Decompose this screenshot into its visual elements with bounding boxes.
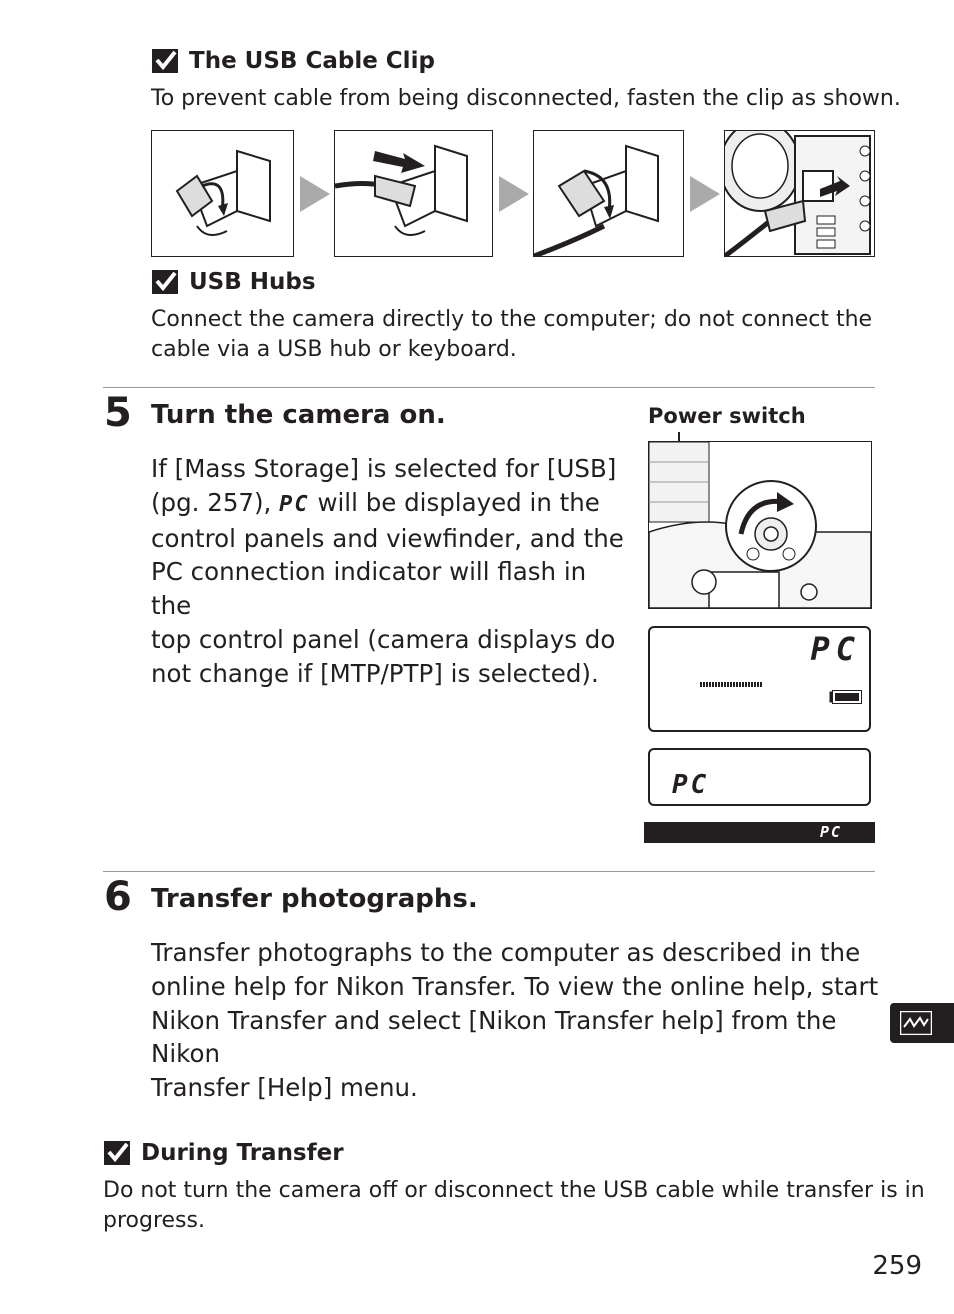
usb-hubs-title: USB Hubs — [189, 269, 316, 295]
pc-indicator-viewfinder: PC — [820, 823, 843, 841]
step-6-line: online help for Nikon Transfer. To view the online help, start — [151, 971, 879, 1001]
usb-hubs-text-line-1: Connect the camera directly to the computer; do not connect the — [151, 307, 873, 332]
step-5-line: (pg. 257), PC will be displayed in the — [151, 487, 600, 517]
step-5-number: 5 — [104, 390, 132, 436]
step-6-body — [151, 936, 881, 1105]
exposure-indicator — [700, 682, 762, 687]
during-transfer-title: During Transfer — [141, 1140, 344, 1166]
top-control-panel-display — [648, 626, 871, 732]
step-5-line: If [Mass Storage] is selected for [USB] — [151, 454, 617, 483]
step-6-line: Transfer photographs to the computer as described in the — [151, 938, 861, 967]
step-6-title: Transfer photographs. — [151, 884, 478, 914]
during-transfer-text-line-2: progress. — [103, 1208, 205, 1233]
during-transfer-text-line-1: Do not turn the camera off or disconnect the USB cable while transfer is in — [103, 1178, 925, 1203]
check-note-icon — [151, 269, 179, 295]
page-number: 259 — [872, 1251, 922, 1281]
connection-tab-icon — [900, 1011, 932, 1035]
usb-hubs-heading — [151, 269, 316, 295]
usb-cable-clip-title: The USB Cable Clip — [189, 48, 435, 74]
usb-hubs-text-line-2: cable via a USB hub or keyboard. — [151, 337, 517, 362]
step-6-line: Nikon Transfer and select [Nikon Transfer help] from the Nikon — [151, 1005, 837, 1069]
viewfinder-display — [644, 822, 875, 843]
usb-cable-clip-heading — [151, 48, 435, 74]
power-switch-illustration — [648, 441, 872, 609]
usb-cable-clip-text: To prevent cable from being disconnected, fasten the clip as shown. — [151, 86, 901, 111]
clip-step-1-illustration — [151, 130, 294, 257]
step-5-line: control panels and viewfinder, and the — [151, 523, 624, 553]
step-5-body — [151, 452, 631, 691]
arrow-right-icon — [690, 176, 720, 212]
step-5-line: not change if [MTP/PTP] is selected). — [151, 658, 599, 688]
clip-step-2-illustration — [334, 130, 493, 257]
clip-step-3-illustration — [533, 130, 684, 257]
step-5-line: PC connection indicator will flash in the — [151, 557, 587, 621]
arrow-right-icon — [499, 176, 529, 212]
check-note-icon — [151, 48, 179, 74]
during-transfer-heading — [103, 1140, 344, 1166]
section-divider — [103, 387, 875, 388]
pc-indicator-rear: PC — [672, 770, 710, 800]
camera-usb-connection-illustration — [724, 130, 875, 257]
section-divider — [103, 871, 875, 872]
step-5-title: Turn the camera on. — [151, 400, 446, 430]
arrow-right-icon — [300, 176, 330, 212]
step-6-number: 6 — [104, 874, 132, 920]
step-6-line: Transfer [Help] menu. — [151, 1073, 418, 1103]
pc-indicator-top: PC — [810, 630, 861, 668]
power-switch-label: Power switch — [648, 404, 806, 428]
step-5-line: top control panel (camera displays do — [151, 624, 616, 654]
pc-glyph: PC — [279, 491, 310, 517]
rear-control-panel-display — [648, 748, 871, 806]
chapter-tab — [890, 1003, 954, 1043]
check-note-icon — [103, 1140, 131, 1166]
battery-icon — [829, 690, 863, 704]
